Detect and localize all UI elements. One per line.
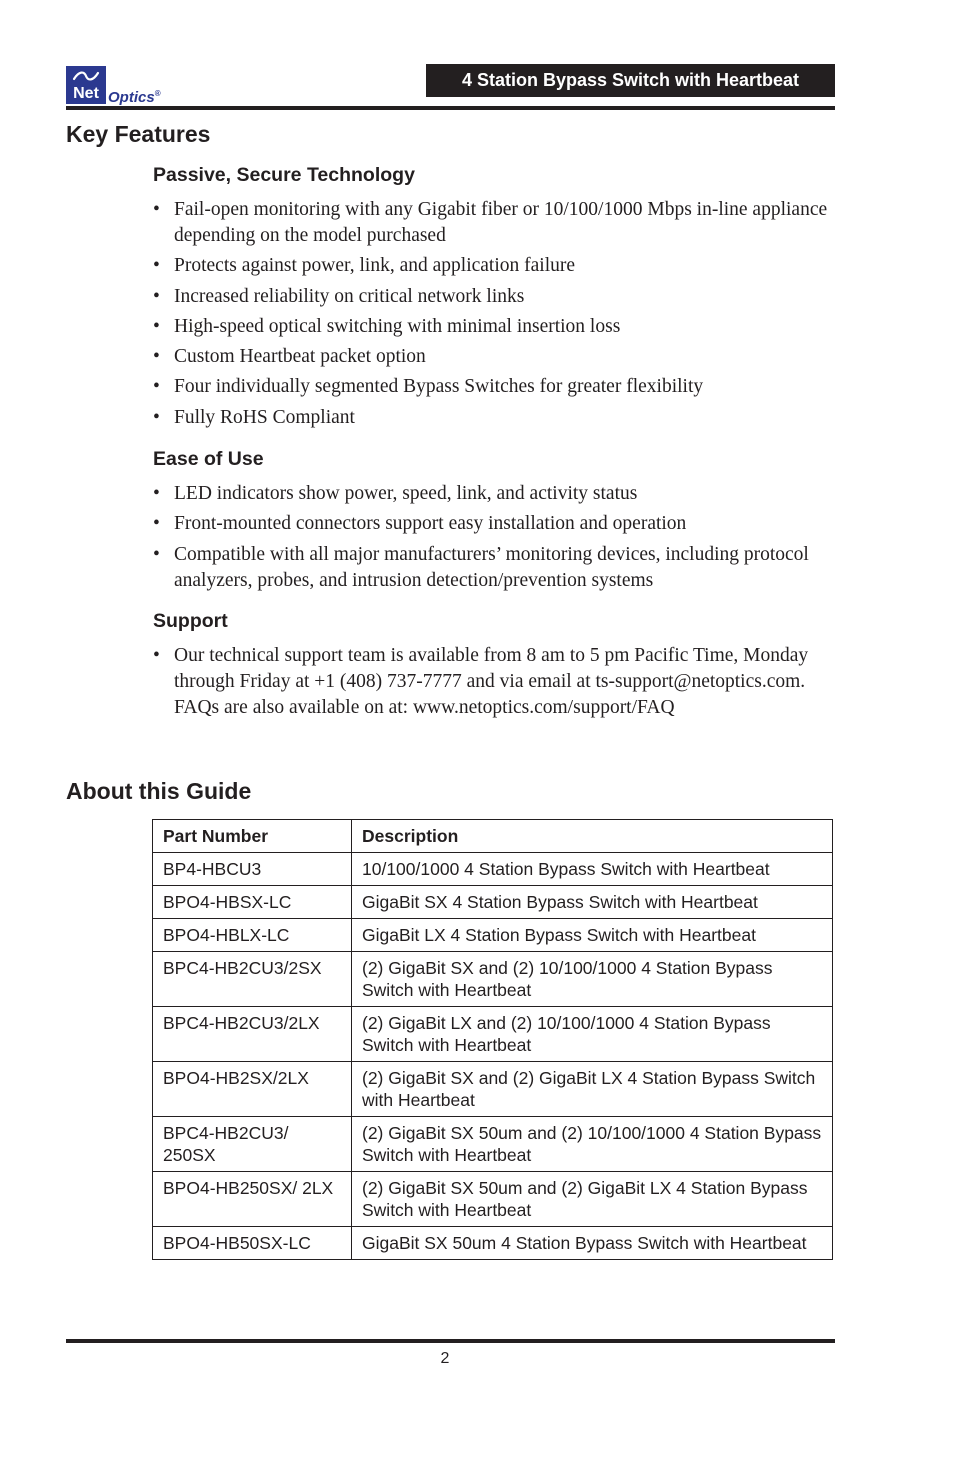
part-number-cell: BPO4-HBSX-LC bbox=[153, 886, 352, 919]
section-title-ease-of-use: Ease of Use bbox=[153, 448, 264, 470]
list-item: • Fail-open monitoring with any Gigabit fiber or 10/100/1000 Mbps in-line appliance depending on the model purchased bbox=[153, 197, 833, 249]
logo-mark bbox=[66, 66, 106, 104]
list-item: • Protects against power, link, and application failure bbox=[153, 253, 833, 279]
section-title-passive-secure: Passive, Secure Technology bbox=[153, 164, 415, 186]
list-item: • LED indicators show power, speed, link, and activity status bbox=[153, 481, 833, 507]
description-cell: (2) GigaBit SX 50um and (2) 10/100/1000 4 Station Bypass Switch with Heartbeat bbox=[352, 1117, 833, 1172]
wave-icon bbox=[72, 70, 100, 82]
part-number-cell: BPO4-HB250SX/ 2LX bbox=[153, 1172, 352, 1227]
list-item: • Our technical support team is available from 8 am to 5 pm Pacific Time, Monday through Friday at +1 (408) 737-7777 and via email at ts-support@netoptics.com. FAQs are also available on at: www.netoptics.com/support/FAQ bbox=[153, 643, 833, 721]
part-number-cell: BP4-HBCU3 bbox=[153, 853, 352, 886]
part-number-table bbox=[152, 819, 833, 1260]
part-number-cell: BPO4-HB50SX-LC bbox=[153, 1227, 352, 1260]
column-header-part-number: Part Number bbox=[153, 820, 352, 853]
footer-divider bbox=[66, 1339, 835, 1343]
part-number-cell: BPO4-HB2SX/2LX bbox=[153, 1062, 352, 1117]
header-divider bbox=[66, 106, 835, 110]
table-header-row bbox=[153, 820, 833, 853]
table-row bbox=[153, 853, 833, 886]
ease-of-use-list bbox=[153, 481, 833, 598]
description-cell: (2) GigaBit SX and (2) 10/100/1000 4 Station Bypass Switch with Heartbeat bbox=[352, 952, 833, 1007]
list-item: • Fully RoHS Compliant bbox=[153, 405, 833, 431]
passive-secure-list bbox=[153, 197, 833, 435]
logo-optics-text bbox=[108, 85, 161, 107]
description-cell: GigaBit LX 4 Station Bypass Switch with Heartbeat bbox=[352, 919, 833, 952]
list-item: • Compatible with all major manufacturers’ monitoring devices, including protocol analyzers, probes, and intrusion detection/prevention systems bbox=[153, 542, 833, 594]
description-cell: (2) GigaBit SX and (2) GigaBit LX 4 Station Bypass Switch with Heartbeat bbox=[352, 1062, 833, 1117]
part-number-cell: BPO4-HBLX-LC bbox=[153, 919, 352, 952]
description-cell: (2) GigaBit SX 50um and (2) GigaBit LX 4 Station Bypass Switch with Heartbeat bbox=[352, 1172, 833, 1227]
table-row bbox=[153, 1172, 833, 1227]
key-features-heading: Key Features bbox=[66, 121, 211, 147]
page-number: 2 bbox=[440, 1350, 450, 1367]
list-item: • High-speed optical switching with minimal insertion loss bbox=[153, 314, 833, 340]
table-row bbox=[153, 1117, 833, 1172]
description-cell: (2) GigaBit LX and (2) 10/100/1000 4 Station Bypass Switch with Heartbeat bbox=[352, 1007, 833, 1062]
part-number-cell: BPC4-HB2CU3/2SX bbox=[153, 952, 352, 1007]
table-row bbox=[153, 886, 833, 919]
table-row bbox=[153, 1062, 833, 1117]
about-guide-heading: About this Guide bbox=[66, 778, 252, 804]
list-item: • Custom Heartbeat packet option bbox=[153, 344, 833, 370]
document-title-banner: 4 Station Bypass Switch with Heartbeat bbox=[426, 64, 835, 97]
list-item: • Front-mounted connectors support easy installation and operation bbox=[153, 511, 833, 537]
section-title-support: Support bbox=[153, 610, 228, 632]
table-row bbox=[153, 1007, 833, 1062]
support-list bbox=[153, 643, 833, 725]
logo-net-text: Net bbox=[73, 85, 99, 102]
column-header-description: Description bbox=[352, 820, 833, 853]
net-optics-logo bbox=[66, 66, 186, 106]
description-cell: 10/100/1000 4 Station Bypass Switch with Heartbeat bbox=[352, 853, 833, 886]
list-item: • Four individually segmented Bypass Switches for greater flexibility bbox=[153, 374, 833, 400]
list-item: • Increased reliability on critical network links bbox=[153, 284, 833, 310]
description-cell: GigaBit SX 4 Station Bypass Switch with Heartbeat bbox=[352, 886, 833, 919]
part-number-cell: BPC4-HB2CU3/2LX bbox=[153, 1007, 352, 1062]
table-row bbox=[153, 1227, 833, 1260]
table-row bbox=[153, 952, 833, 1007]
logo-optics-word: Optics bbox=[108, 89, 155, 106]
table-row bbox=[153, 919, 833, 952]
part-number-cell: BPC4-HB2CU3/ 250SX bbox=[153, 1117, 352, 1172]
registered-mark: ® bbox=[154, 89, 161, 98]
description-cell: GigaBit SX 50um 4 Station Bypass Switch with Heartbeat bbox=[352, 1227, 833, 1260]
